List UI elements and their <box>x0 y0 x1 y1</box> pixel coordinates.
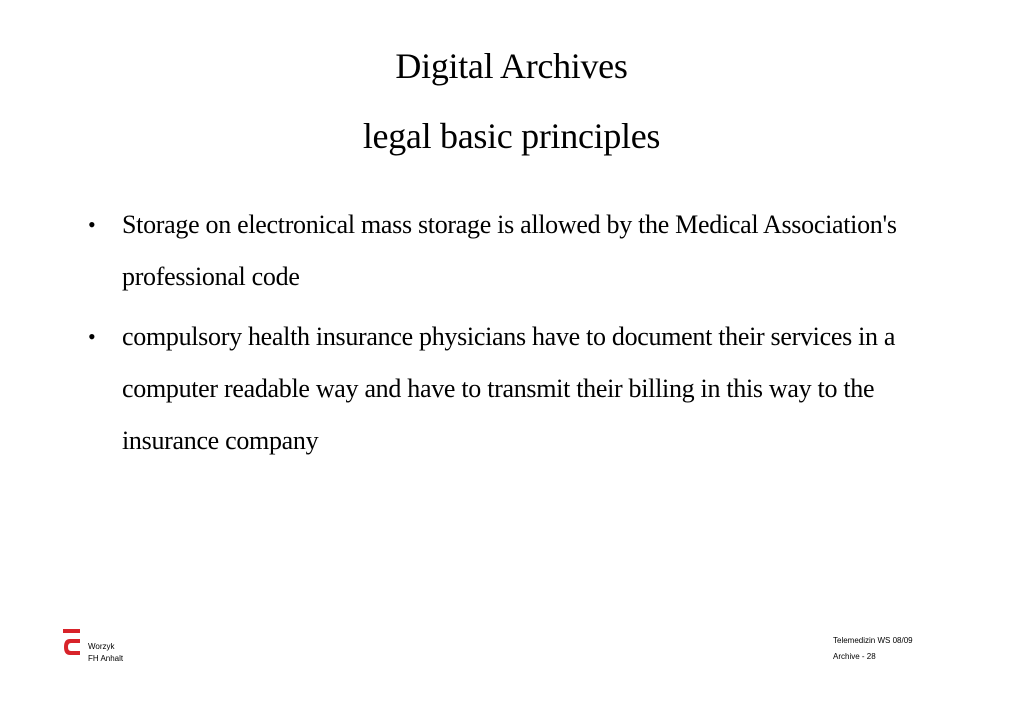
bullet-text: compulsory health insurance physicians have to document their services in a computer readable way and have to transmit their billing in this way to the insurance company <box>122 322 896 455</box>
fh-anhalt-logo-icon <box>61 627 83 661</box>
footer-institution: FH Anhalt <box>88 654 124 663</box>
bullet-item <box>88 199 948 303</box>
footer-author: Worzyk <box>88 642 115 651</box>
slide-title: Digital Archives <box>395 46 628 86</box>
bullet-text: Storage on electronical mass storage is allowed by the Medical Association's professional code <box>122 210 897 291</box>
bullet-marker: • <box>88 324 96 349</box>
footer-author-block <box>88 641 123 665</box>
bullet-item <box>88 311 948 467</box>
bullet-marker: • <box>88 212 96 237</box>
footer-course-block <box>833 633 913 665</box>
slide-subtitle: legal basic principles <box>362 116 661 156</box>
footer-page-label: Archive - 28 <box>833 652 876 661</box>
footer-course: Telemedizin WS 08/09 <box>833 636 913 645</box>
bullet-list <box>88 199 948 475</box>
